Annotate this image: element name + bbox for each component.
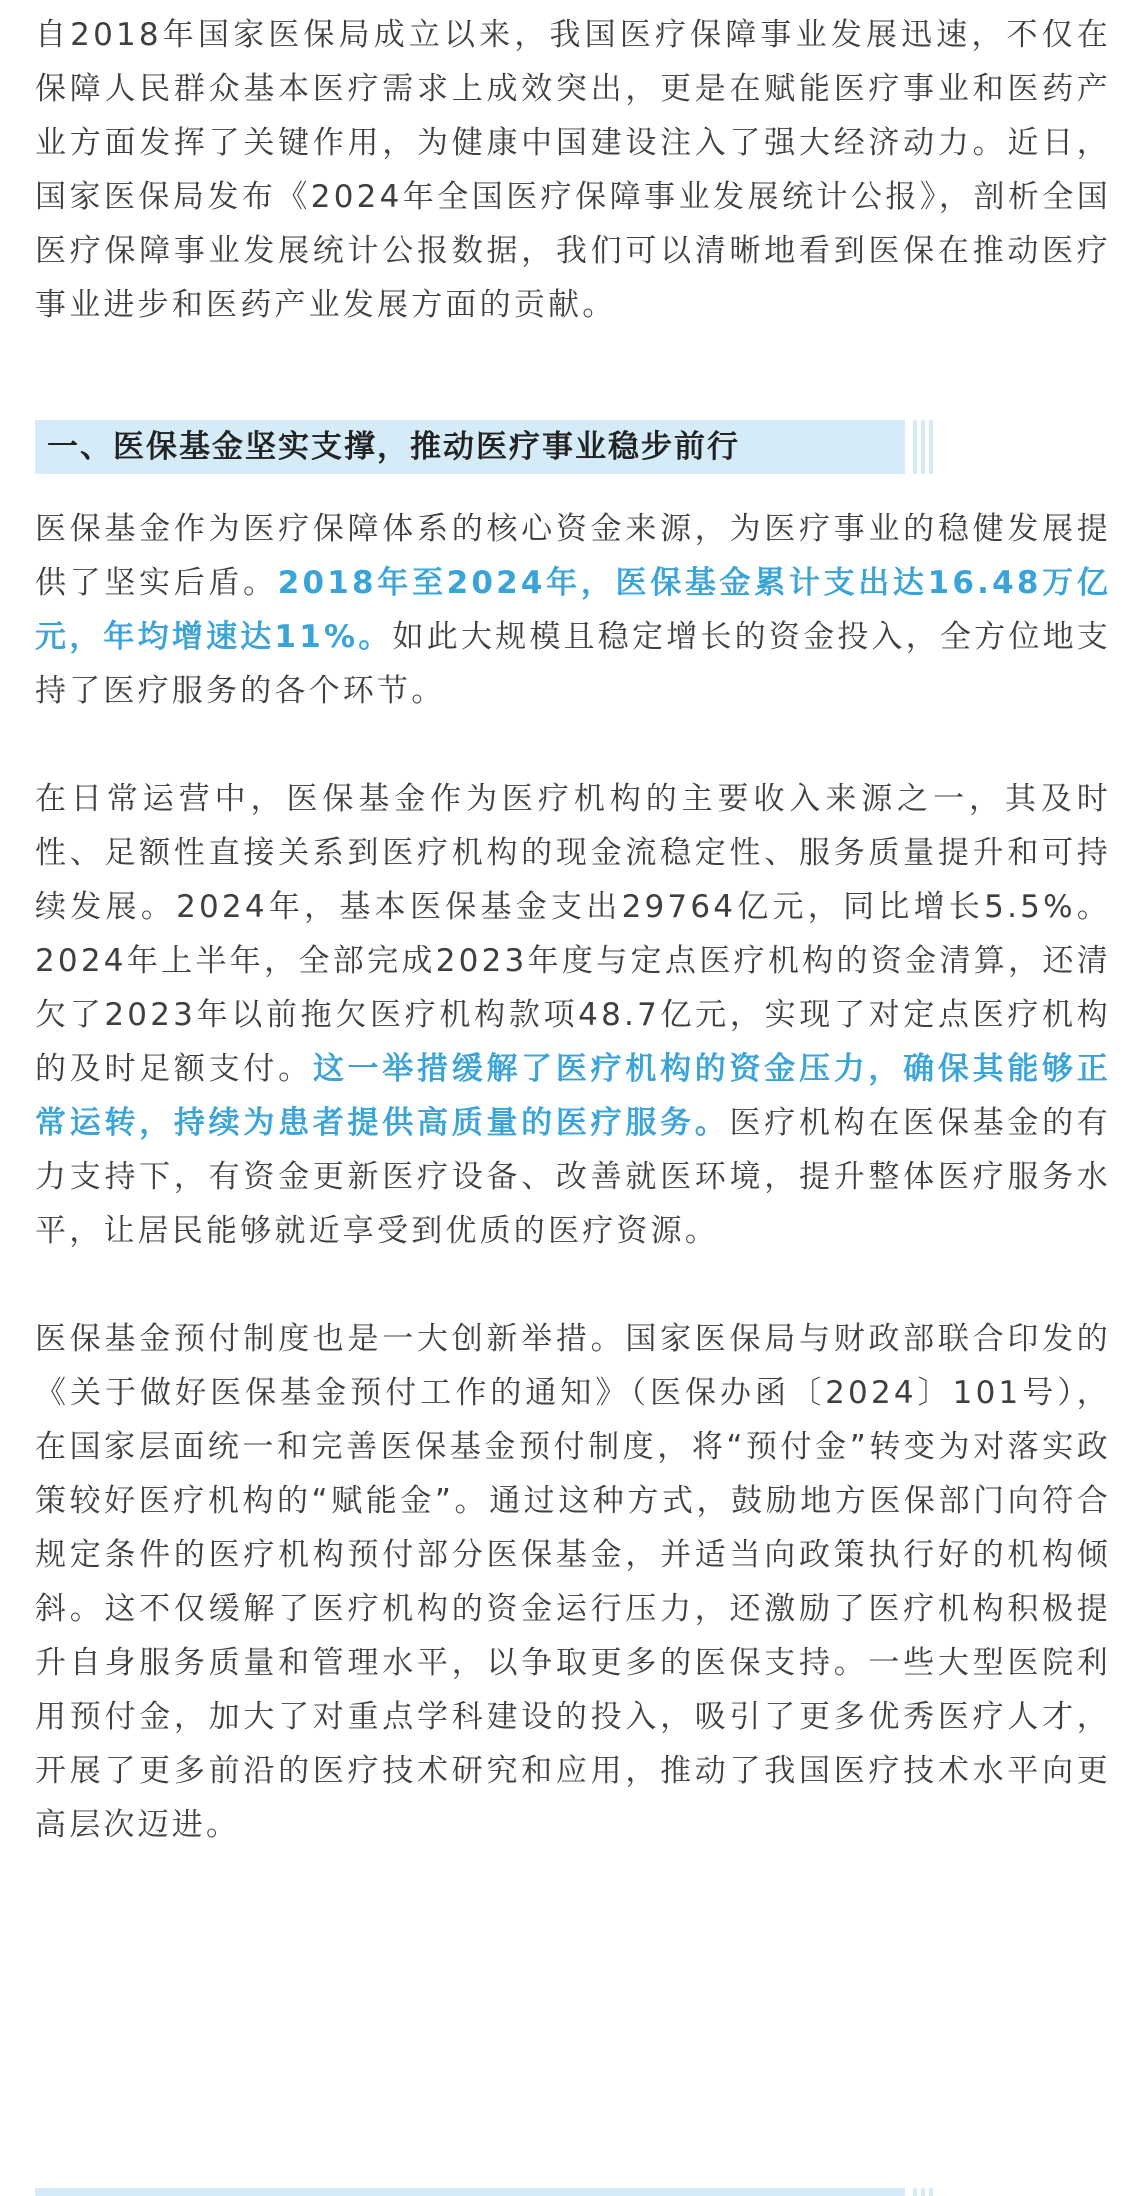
highlighted-text: 这一举措缓解了医疗机构的资金压力，确保其能够正常运转，持续为患者提供高质量的医疗服务。 [35,1051,1111,1141]
paragraph-fund-support [35,502,1111,718]
section-heading-1 [35,420,1111,474]
paragraph-text: 医疗机构在医保基金的有力支持下，有资金更新医疗设备、改善就医环境，提升整体医疗服务水平，让居民能够就近享受到优质的医疗资源。 [35,1105,1111,1249]
section-heading-text: 一、医保基金坚实支撑，推动医疗事业稳步前行 [47,429,740,465]
section-heading-stripe [913,2188,917,2196]
section-heading-stripe [921,420,925,474]
paragraph-text: 在日常运营中，医保基金作为医疗机构的主要收入来源之一，其及时性、足额性直接关系到医疗机构的现金流稳定性、服务质量提升和可持续发展。2024年，基本医保基金支出29764亿元，同比增长5.5%。2024年上半年，全部完成2023年度与定点医疗机构的资金清算，还清欠了2023年以前拖欠医疗机构款项48.7亿元，实现了对定点医疗机构的及时足额支付。 [35,781,1111,1087]
paragraph-text: 如此大规模且稳定增长的资金投入，全方位地支持了医疗服务的各个环节。 [35,619,1111,709]
paragraph-prepayment: 医保基金预付制度也是一大创新举措。国家医保局与财政部联合印发的《关于做好医保基金预付工作的通知》（医保办函〔2024〕101号），在国家层面统一和完善医保基金预付制度，将“预付金”转变为对落实政策较好医疗机构的“赋能金”。通过这种方式，鼓励地方医保部门向符合规定条件的医疗机构预付部分医保基金，并适当向政策执行好的机构倾斜。这不仅缓解了医疗机构的资金运行压力，还激励了医疗机构积极提升自身服务质量和管理水平，以争取更多的医保支持。一些大型医院利用预付金，加大了对重点学科建设的投入，吸引了更多优秀医疗人才，开展了更多前沿的医疗技术研究和应用，推动了我国医疗技术水平向更高层次迈进。 [35,1321,1111,1843]
next-section-heading-background [35,2188,905,2196]
section-heading-stripe [921,2188,925,2196]
intro-paragraph: 自2018年国家医保局成立以来，我国医疗保障事业发展迅速，不仅在保障人民群众基本医疗需求上成效突出，更是在赋能医疗事业和医药产业方面发挥了关键作用，为健康中国建设注入了强大经济动力。近日，国家医保局发布《2024年全国医疗保障事业发展统计公报》，剖析全国医疗保障事业发展统计公报数据，我们可以清晰地看到医保在推动医疗事业进步和医药产业发展方面的贡献。 [35,17,1111,323]
paragraph-daily-operation [35,772,1111,1258]
highlighted-text: 2018年至2024年，医保基金累计支出达16.48万亿元，年均增速达11%。 [35,565,1111,655]
section-heading-stripe [929,420,933,474]
section-heading-stripe [913,420,917,474]
paragraph-text: 医保基金作为医疗保障体系的核心资金来源，为医疗事业的稳健发展提供了坚实后盾。 [35,511,1111,601]
article-body [35,8,1111,1852]
section-heading-stripe [929,2188,933,2196]
